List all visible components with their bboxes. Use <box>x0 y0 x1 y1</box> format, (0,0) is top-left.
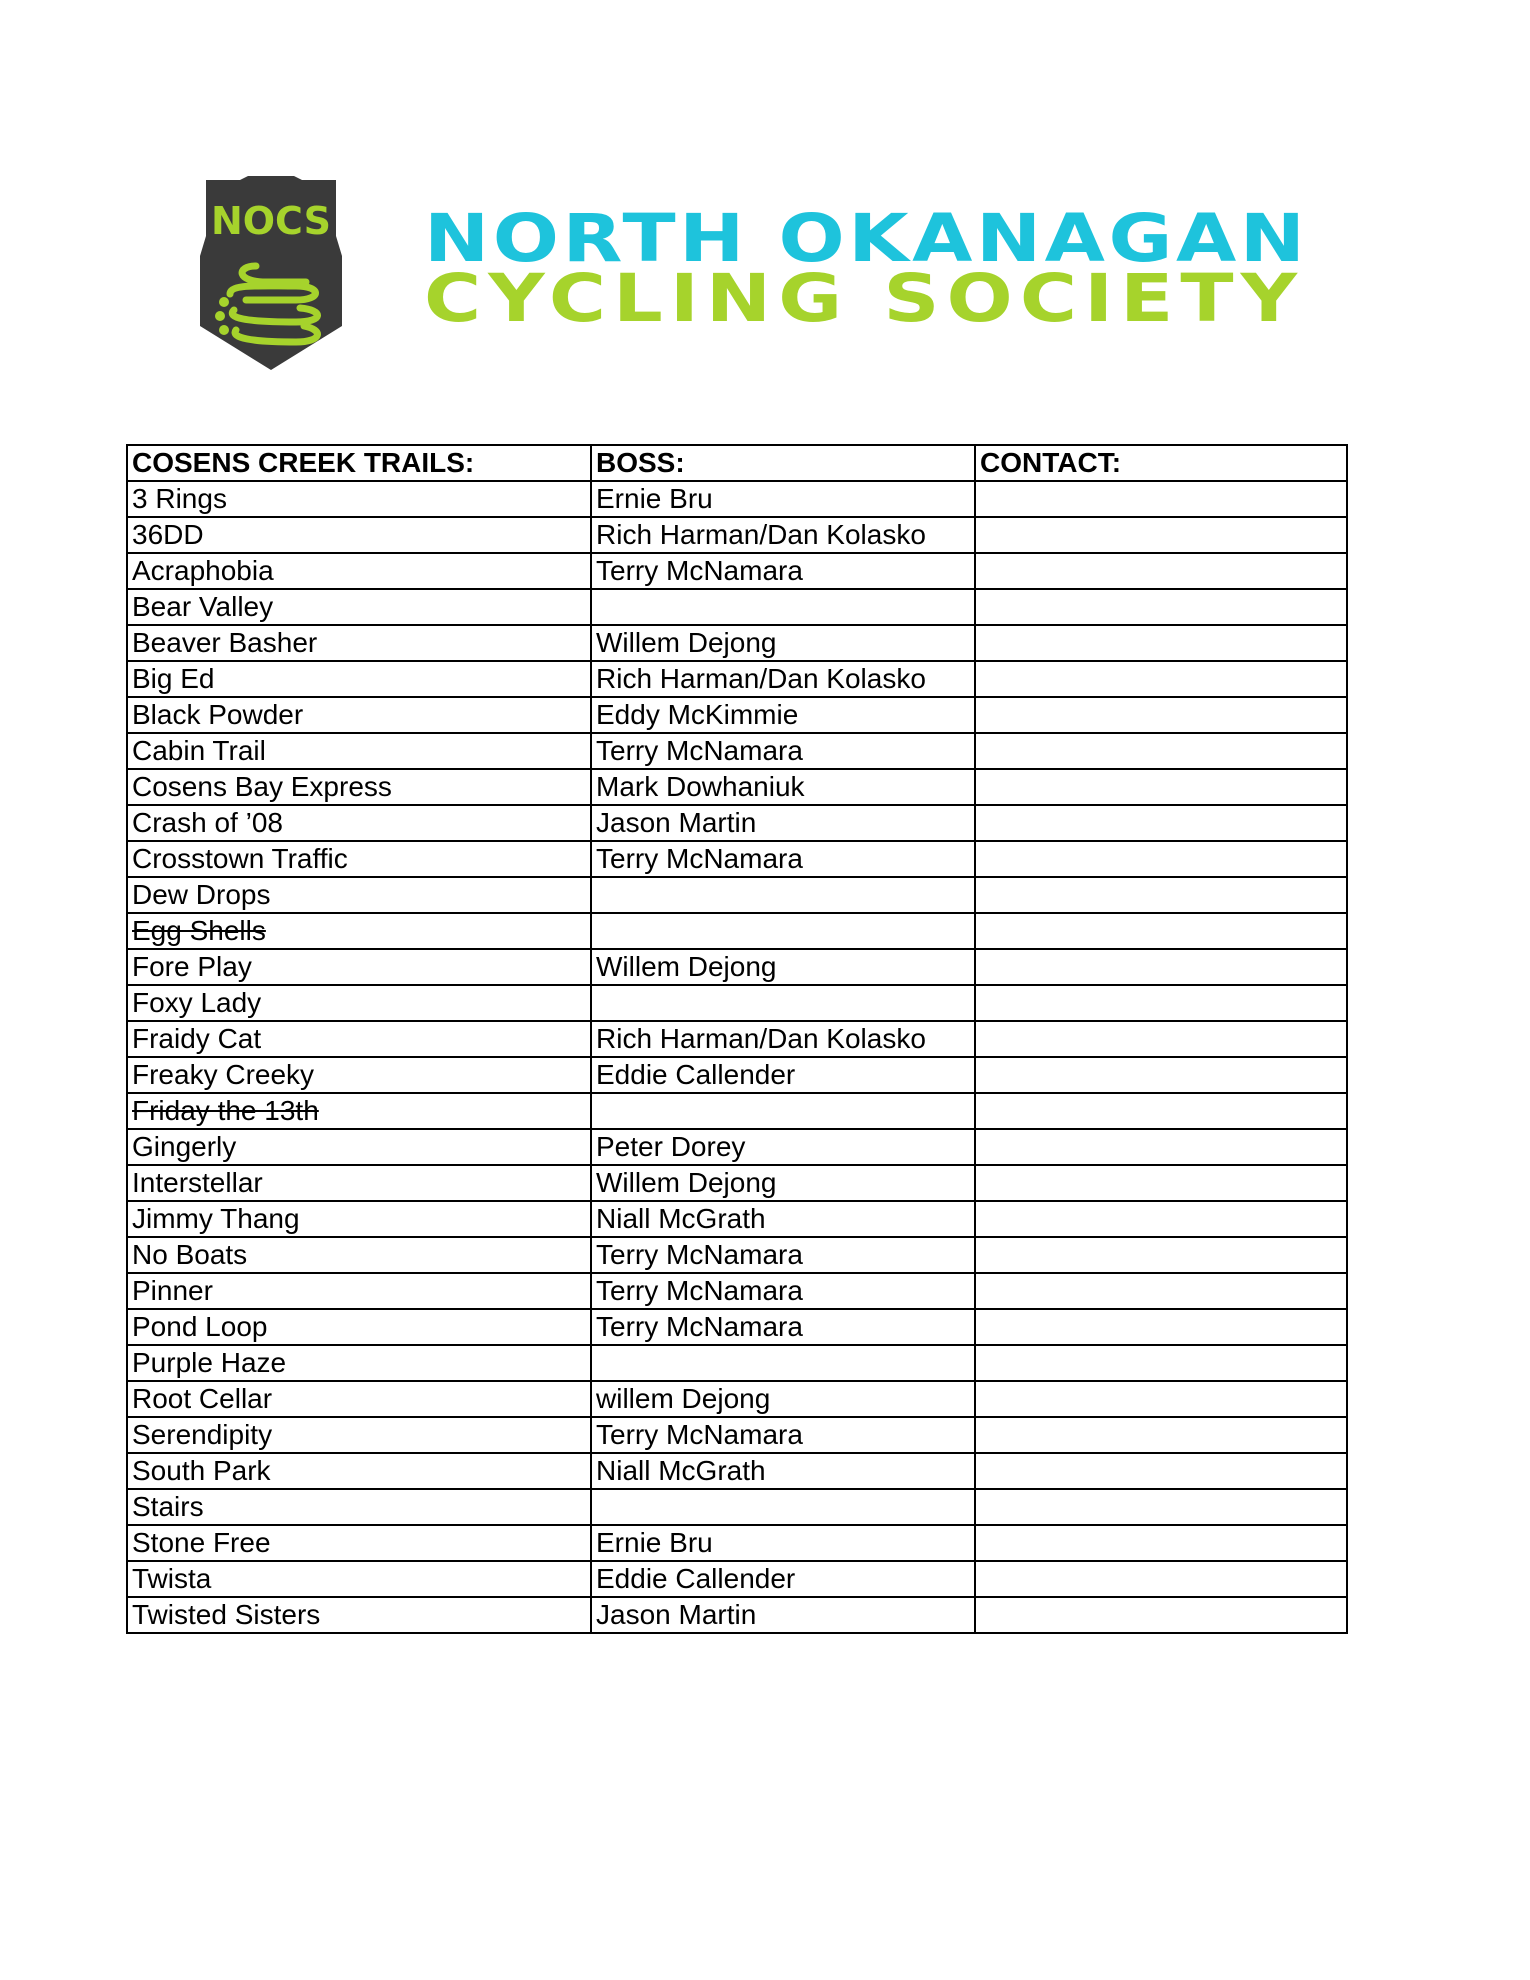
header-contact: CONTACT: <box>975 445 1347 481</box>
boss-cell <box>591 913 975 949</box>
trail-cell: Crosstown Traffic <box>127 841 591 877</box>
table-row <box>127 949 1347 985</box>
organization-name-line1: NORTH OKANAGAN <box>424 200 1309 277</box>
boss-cell: Mark Dowhaniuk <box>591 769 975 805</box>
boss-cell <box>591 589 975 625</box>
trail-cell: Cosens Bay Express <box>127 769 591 805</box>
contact-cell <box>975 1597 1347 1633</box>
boss-cell: Terry McNamara <box>591 1417 975 1453</box>
trail-cell: Pinner <box>127 1273 591 1309</box>
trail-cell: Interstellar <box>127 1165 591 1201</box>
table-row <box>127 625 1347 661</box>
trail-cell: Jimmy Thang <box>127 1201 591 1237</box>
table-row <box>127 1381 1347 1417</box>
boss-cell: Terry McNamara <box>591 1237 975 1273</box>
contact-cell <box>975 697 1347 733</box>
table-row <box>127 841 1347 877</box>
boss-cell <box>591 1345 975 1381</box>
table-row <box>127 805 1347 841</box>
contact-cell <box>975 1273 1347 1309</box>
organization-name-line2: CYCLING SOCIETY <box>424 260 1305 337</box>
trail-cell: Cabin Trail <box>127 733 591 769</box>
boss-cell: Terry McNamara <box>591 733 975 769</box>
organization-name <box>424 200 1309 337</box>
contact-cell <box>975 913 1347 949</box>
table-row <box>127 661 1347 697</box>
contact-cell <box>975 661 1347 697</box>
boss-cell: Terry McNamara <box>591 1309 975 1345</box>
table-row <box>127 1057 1347 1093</box>
boss-cell: Terry McNamara <box>591 553 975 589</box>
table-row <box>127 517 1347 553</box>
contact-cell <box>975 805 1347 841</box>
organization-logo <box>196 176 1309 376</box>
boss-cell: Ernie Bru <box>591 1525 975 1561</box>
boss-cell: Willem Dejong <box>591 949 975 985</box>
table-row <box>127 985 1347 1021</box>
contact-cell <box>975 985 1347 1021</box>
table-row <box>127 589 1347 625</box>
boss-cell <box>591 1093 975 1129</box>
table-row <box>127 1309 1347 1345</box>
trail-cell: Root Cellar <box>127 1381 591 1417</box>
header-trail: COSENS CREEK TRAILS: <box>127 445 591 481</box>
boss-cell: Eddy McKimmie <box>591 697 975 733</box>
table-row <box>127 1561 1347 1597</box>
contact-cell <box>975 517 1347 553</box>
contact-cell <box>975 733 1347 769</box>
trail-boss-table <box>126 444 1348 1634</box>
boss-cell: Eddie Callender <box>591 1057 975 1093</box>
contact-cell <box>975 625 1347 661</box>
table-row <box>127 553 1347 589</box>
trail-cell: Big Ed <box>127 661 591 697</box>
table-header-row <box>127 445 1347 481</box>
trail-cell: Black Powder <box>127 697 591 733</box>
trail-cell: Purple Haze <box>127 1345 591 1381</box>
trail-cell: Gingerly <box>127 1129 591 1165</box>
boss-cell: Rich Harman/Dan Kolasko <box>591 661 975 697</box>
trail-cell: Serendipity <box>127 1417 591 1453</box>
trail-cell: Fore Play <box>127 949 591 985</box>
contact-cell <box>975 1561 1347 1597</box>
boss-cell <box>591 877 975 913</box>
contact-cell <box>975 1489 1347 1525</box>
trail-cell: Pond Loop <box>127 1309 591 1345</box>
table-row <box>127 1237 1347 1273</box>
trail-cell: No Boats <box>127 1237 591 1273</box>
contact-cell <box>975 877 1347 913</box>
table-row <box>127 1021 1347 1057</box>
contact-cell <box>975 1021 1347 1057</box>
contact-cell <box>975 481 1347 517</box>
boss-cell: Niall McGrath <box>591 1201 975 1237</box>
contact-cell <box>975 1237 1347 1273</box>
table-row <box>127 1201 1347 1237</box>
table-row <box>127 1417 1347 1453</box>
contact-cell <box>975 769 1347 805</box>
contact-cell <box>975 589 1347 625</box>
trail-cell: Dew Drops <box>127 877 591 913</box>
trail-cell: Twista <box>127 1561 591 1597</box>
trail-cell: Twisted Sisters <box>127 1597 591 1633</box>
trail-cell: Egg Shells <box>127 913 591 949</box>
contact-cell <box>975 1201 1347 1237</box>
table-row <box>127 769 1347 805</box>
boss-cell: Jason Martin <box>591 1597 975 1633</box>
boss-cell: Jason Martin <box>591 805 975 841</box>
contact-cell <box>975 1165 1347 1201</box>
table-row <box>127 481 1347 517</box>
trail-cell: Stairs <box>127 1489 591 1525</box>
contact-cell <box>975 553 1347 589</box>
boss-cell: Niall McGrath <box>591 1453 975 1489</box>
table-row <box>127 733 1347 769</box>
contact-cell <box>975 1525 1347 1561</box>
contact-cell <box>975 1381 1347 1417</box>
table-row <box>127 913 1347 949</box>
trail-cell: Stone Free <box>127 1525 591 1561</box>
table-row <box>127 1093 1347 1129</box>
contact-cell <box>975 1129 1347 1165</box>
table-row <box>127 1597 1347 1633</box>
trail-cell: Fraidy Cat <box>127 1021 591 1057</box>
trail-cell: 3 Rings <box>127 481 591 517</box>
boss-cell <box>591 1489 975 1525</box>
contact-cell <box>975 1309 1347 1345</box>
table-row <box>127 1525 1347 1561</box>
table-row <box>127 1345 1347 1381</box>
contact-cell <box>975 1417 1347 1453</box>
boss-cell: Rich Harman/Dan Kolasko <box>591 1021 975 1057</box>
trail-cell: Beaver Basher <box>127 625 591 661</box>
trail-cell: Foxy Lady <box>127 985 591 1021</box>
boss-cell: willem Dejong <box>591 1381 975 1417</box>
contact-cell <box>975 1345 1347 1381</box>
contact-cell <box>975 841 1347 877</box>
contact-cell <box>975 1453 1347 1489</box>
badge-text: NOCS <box>210 199 332 243</box>
table-row <box>127 1165 1347 1201</box>
table-row <box>127 1273 1347 1309</box>
table-row <box>127 1489 1347 1525</box>
contact-cell <box>975 1093 1347 1129</box>
table-row <box>127 877 1347 913</box>
nocs-badge-icon <box>196 176 346 370</box>
table-row <box>127 697 1347 733</box>
contact-cell <box>975 949 1347 985</box>
trail-cell: 36DD <box>127 517 591 553</box>
table-row <box>127 1129 1347 1165</box>
trail-cell: Crash of ’08 <box>127 805 591 841</box>
boss-cell: Ernie Bru <box>591 481 975 517</box>
header-boss: BOSS: <box>591 445 975 481</box>
boss-cell: Eddie Callender <box>591 1561 975 1597</box>
trail-cell: Bear Valley <box>127 589 591 625</box>
contact-cell <box>975 1057 1347 1093</box>
boss-cell: Willem Dejong <box>591 625 975 661</box>
trail-cell: Acraphobia <box>127 553 591 589</box>
trail-cell: South Park <box>127 1453 591 1489</box>
trail-cell: Freaky Creeky <box>127 1057 591 1093</box>
boss-cell: Rich Harman/Dan Kolasko <box>591 517 975 553</box>
boss-cell: Terry McNamara <box>591 1273 975 1309</box>
trail-cell: Friday the 13th <box>127 1093 591 1129</box>
boss-cell: Terry McNamara <box>591 841 975 877</box>
boss-cell <box>591 985 975 1021</box>
table-row <box>127 1453 1347 1489</box>
boss-cell: Willem Dejong <box>591 1165 975 1201</box>
boss-cell: Peter Dorey <box>591 1129 975 1165</box>
